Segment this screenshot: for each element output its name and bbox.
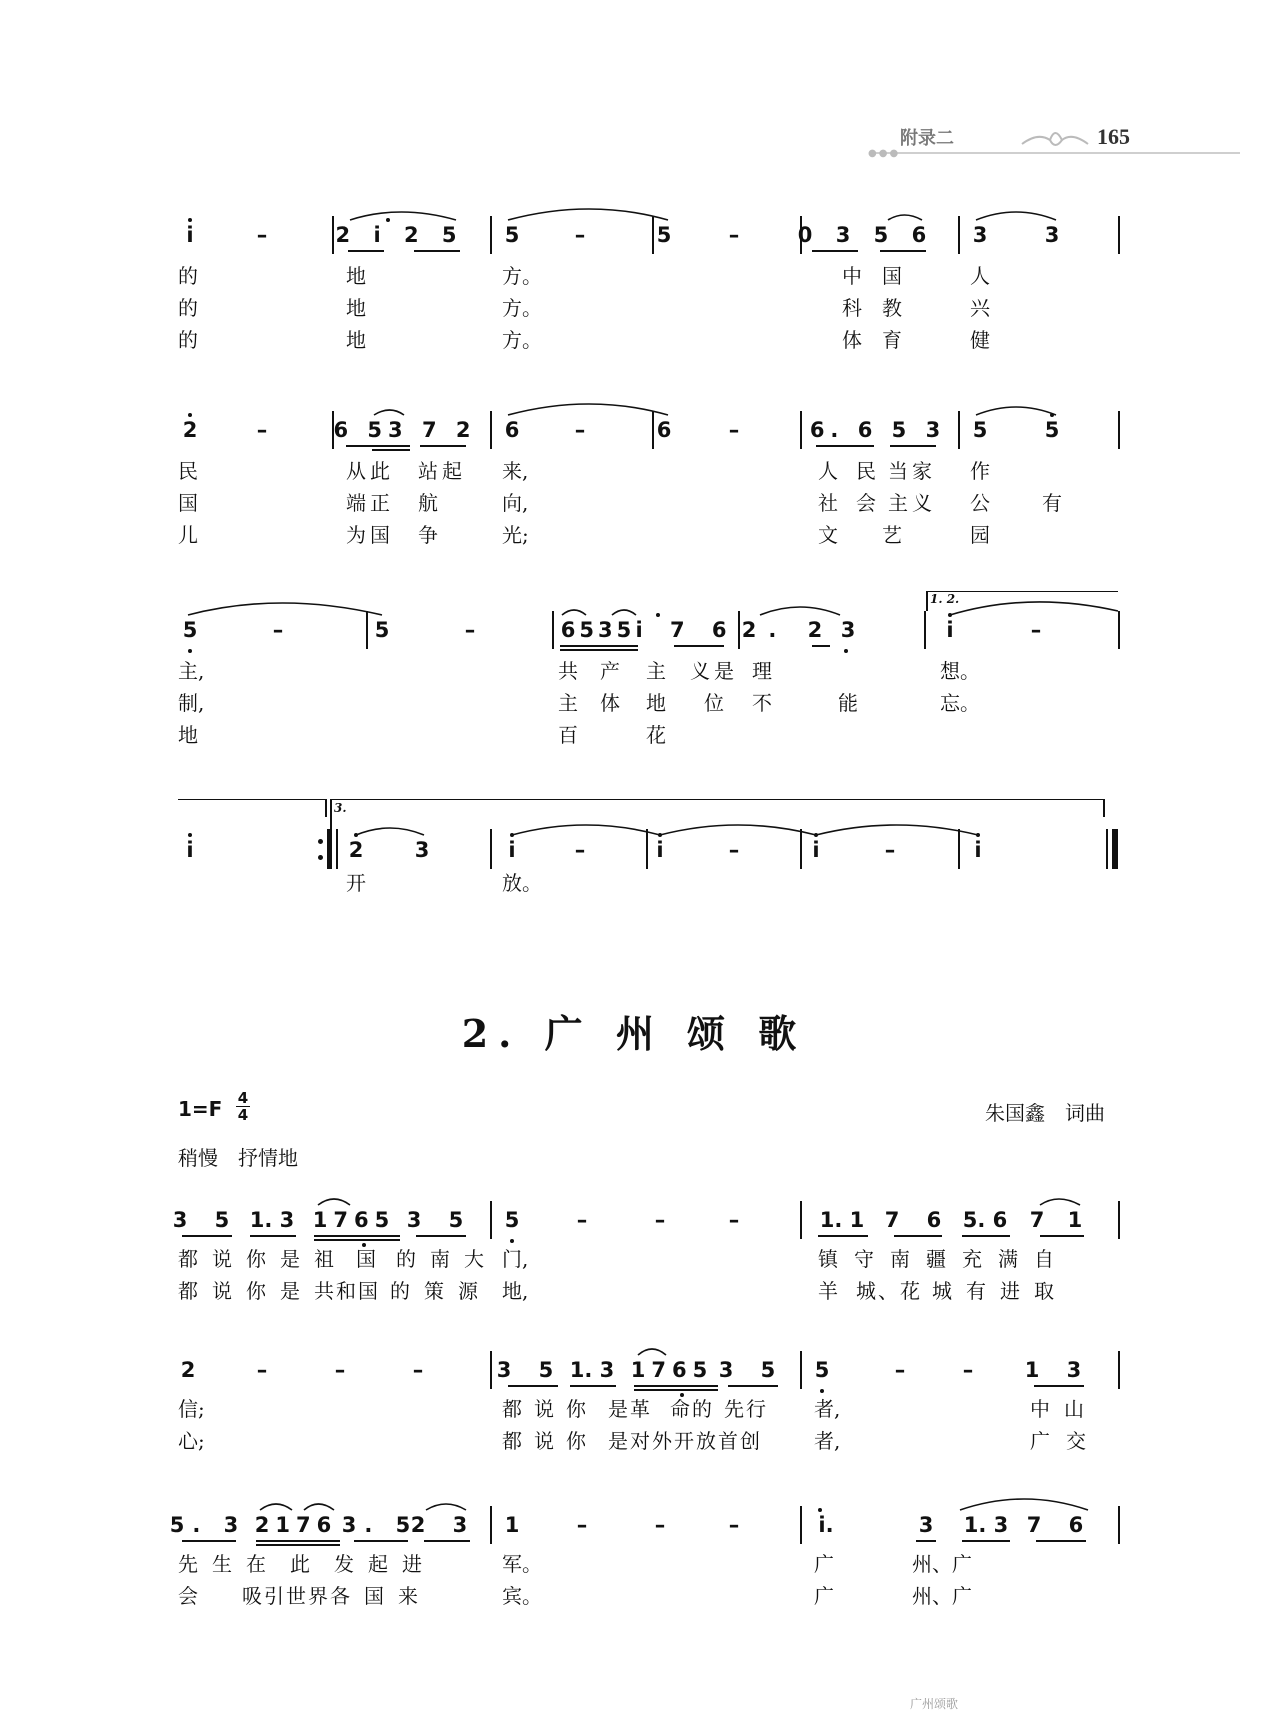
note: 2 <box>180 1358 196 1382</box>
volta-label: 1. 2. <box>930 592 960 606</box>
note: 7 6 <box>1026 1513 1094 1537</box>
lyric: 社 <box>818 491 838 515</box>
note: – <box>1030 618 1042 642</box>
lyric-line <box>502 1425 772 1454</box>
lyric: 有 <box>966 1279 1000 1303</box>
lyric: 充 <box>962 1247 998 1271</box>
note: 6 53 7 2 <box>333 418 477 442</box>
lyric: 产 <box>600 659 620 683</box>
lyric: 体 <box>842 328 862 352</box>
lyric: 都 <box>502 1397 534 1421</box>
note: – <box>272 618 284 642</box>
note: – <box>574 418 586 442</box>
lyric: 是 <box>280 1279 314 1303</box>
lyric: 开放 <box>674 1429 718 1453</box>
lyric: 方。 <box>502 296 542 320</box>
lyric: 国 <box>364 1584 398 1608</box>
lyric: 城 <box>932 1279 966 1303</box>
lyric: 会 <box>178 1584 212 1608</box>
note: – <box>256 223 268 247</box>
lyric: 理 <box>752 659 772 683</box>
note: 5 <box>504 1208 520 1232</box>
lyric: 为国 <box>346 523 394 547</box>
lyric: 对外 <box>630 1429 674 1453</box>
lyric: 祖 <box>314 1247 348 1271</box>
lyric: 此 <box>290 1552 324 1576</box>
lyric: 来 <box>398 1584 432 1608</box>
note: i <box>186 223 194 247</box>
lyric: 者, <box>814 1397 841 1421</box>
lyric: 作 <box>970 459 990 483</box>
lyric: 在 <box>246 1552 280 1576</box>
lyric: 公 <box>970 491 990 515</box>
lyric: 主, <box>178 659 205 683</box>
lyric: 州、广 <box>912 1552 972 1576</box>
time-signature <box>236 1090 250 1123</box>
lyric: 人 <box>970 264 990 288</box>
lyric: 行 <box>746 1397 778 1421</box>
lyric: 是 <box>608 1397 630 1421</box>
note: i <box>812 838 820 862</box>
lyric: 世界 <box>286 1584 330 1608</box>
lyric: 羊 <box>818 1279 852 1303</box>
lyric: 说 <box>534 1397 566 1421</box>
note: 1 <box>504 1513 520 1537</box>
lyric: 的 <box>178 328 198 352</box>
lyric: 都 <box>502 1429 534 1453</box>
lyric: 者, <box>814 1429 841 1453</box>
lyric: 义是 <box>690 659 738 683</box>
song2-system1 <box>0 1195 1268 1305</box>
lyric: 人 <box>818 459 838 483</box>
note: i <box>656 838 664 862</box>
lyric-line <box>178 1243 498 1272</box>
note: – <box>412 1358 424 1382</box>
lyric: 主 <box>646 659 666 683</box>
lyric: 宾。 <box>502 1584 542 1608</box>
lyric: 广 <box>814 1552 834 1576</box>
note: – <box>464 618 476 642</box>
note: – <box>576 1513 588 1537</box>
lyric: 说 <box>212 1279 246 1303</box>
lyric: 艺 <box>882 523 902 547</box>
note: 2. 2 <box>741 618 835 642</box>
note: i 7 6 <box>635 618 737 642</box>
lyric-line <box>502 1393 778 1422</box>
lyric: 光; <box>502 523 529 547</box>
lyric: 地, <box>502 1279 529 1303</box>
lyric: 山 <box>1064 1397 1084 1421</box>
lyric: 位 <box>704 691 724 715</box>
note: 6 <box>504 418 520 442</box>
lyric: 进 <box>1000 1279 1034 1303</box>
lyric: 广 <box>1030 1429 1066 1453</box>
note: – <box>894 1358 906 1382</box>
lyric: 源 <box>458 1279 492 1303</box>
tempo-marking: 稍慢 抒情地 <box>178 1146 298 1170</box>
section-label: 附录二 <box>900 128 954 149</box>
ornament-icon <box>1020 122 1090 154</box>
note: 7 1 <box>1029 1208 1091 1232</box>
lyric: 国 <box>356 1247 390 1271</box>
note: – <box>256 418 268 442</box>
note: – <box>334 1358 346 1382</box>
note: – <box>654 1208 666 1232</box>
lyric-line <box>818 1275 1068 1304</box>
song1-system4 <box>0 801 1268 905</box>
note: 3. 5 <box>341 1513 419 1537</box>
lyric: 民 <box>856 459 876 483</box>
note: i <box>508 838 516 862</box>
note: – <box>962 1358 974 1382</box>
lyric: 不 <box>752 691 772 715</box>
lyric: 门, <box>502 1247 529 1271</box>
note: 1 3 <box>1024 1358 1092 1382</box>
lyric: 首 <box>718 1429 740 1453</box>
note: 3 <box>1044 223 1060 247</box>
note: – <box>728 1208 740 1232</box>
note: 3 5 <box>496 1358 564 1382</box>
lyric: 方。 <box>502 264 542 288</box>
lyric: 你 <box>246 1247 280 1271</box>
lyric: 信; <box>178 1397 205 1421</box>
lyric: 起 <box>368 1552 402 1576</box>
lyric: 创 <box>740 1429 772 1453</box>
lyric: 自 <box>1034 1247 1070 1271</box>
lyric: 从此 <box>346 459 394 483</box>
lyric: 先 <box>178 1552 212 1576</box>
lyric: 忘。 <box>940 691 980 715</box>
note: – <box>574 223 586 247</box>
lyric: 镇 <box>818 1247 854 1271</box>
note: 5. 6 <box>962 1208 1008 1232</box>
lyric: 是 <box>280 1247 314 1271</box>
lyric: 南 <box>430 1247 464 1271</box>
note: 6535 <box>560 618 636 642</box>
note: 6 <box>656 418 672 442</box>
lyric: 的 <box>390 1279 424 1303</box>
author: 朱国鑫 词曲 <box>985 1101 1105 1125</box>
lyric-line <box>178 1580 432 1609</box>
note: i <box>186 838 194 862</box>
note: 1765 <box>630 1358 714 1382</box>
lyric: 主义 <box>888 491 936 515</box>
note: 5 <box>374 618 390 642</box>
lyric: 州、广 <box>912 1584 972 1608</box>
song-title: 2. 广 州 颂 歌 <box>461 1011 807 1056</box>
lyric: 地 <box>346 264 366 288</box>
lyric: 儿 <box>178 523 198 547</box>
lyric: 大 <box>464 1247 498 1271</box>
lyric-line <box>818 1243 1070 1272</box>
note: 2 i 2 5 <box>335 223 465 247</box>
lyric: 制, <box>178 691 205 715</box>
lyric: 想。 <box>940 659 980 683</box>
lyric: 满 <box>998 1247 1034 1271</box>
lyric: 地 <box>346 296 366 320</box>
lyric: 地 <box>346 328 366 352</box>
note: – <box>728 1513 740 1537</box>
lyric: 会 <box>856 491 876 515</box>
note: 3 5 <box>406 1208 474 1232</box>
lyric: 来, <box>502 459 529 483</box>
lyric: 科 <box>842 296 862 320</box>
lyric: 的 <box>178 264 198 288</box>
header-rule <box>870 152 1240 154</box>
lyric: 取 <box>1034 1279 1068 1303</box>
note: 0 3 5 6 <box>797 223 935 247</box>
lyric: 国 <box>882 264 902 288</box>
header-dots: ●●● <box>868 148 901 159</box>
lyric: 向, <box>502 491 529 515</box>
lyric: 端正 <box>346 491 394 515</box>
note: – <box>884 838 896 862</box>
lyric: 交 <box>1066 1429 1102 1453</box>
lyric: 你 <box>246 1279 280 1303</box>
note: – <box>728 418 740 442</box>
lyric: 的 <box>396 1247 430 1271</box>
song2-system3 <box>0 1500 1268 1610</box>
note: – <box>576 1208 588 1232</box>
note: 5 <box>504 223 520 247</box>
lyric: 吸引 <box>242 1584 286 1608</box>
note: 5 <box>814 1358 830 1382</box>
note: 5 <box>656 223 672 247</box>
lyric: 守 <box>854 1247 890 1271</box>
note: 5 <box>1044 418 1060 442</box>
lyric: 广 <box>814 1584 834 1608</box>
lyric: 说 <box>534 1429 566 1453</box>
note: 2 <box>182 418 198 442</box>
lyric: 体 <box>600 691 620 715</box>
lyric: 各 <box>330 1584 364 1608</box>
note: 1. 3 <box>249 1208 295 1232</box>
lyric: 共 <box>558 659 578 683</box>
key-signature: 1=F <box>178 1097 223 1121</box>
lyric: 主 <box>558 691 578 715</box>
lyric: 的 <box>692 1397 724 1421</box>
note: 3 <box>414 838 430 862</box>
note: – <box>256 1358 268 1382</box>
lyric: 疆 <box>926 1247 962 1271</box>
lyric-line <box>178 1548 436 1577</box>
volta-label: 3. <box>334 801 347 815</box>
note: 1. 3 <box>963 1513 1009 1537</box>
lyric: 地 <box>646 691 666 715</box>
note: 3 <box>972 223 988 247</box>
lyric: 军。 <box>502 1552 542 1576</box>
lyric: 方。 <box>502 328 542 352</box>
song2-system2 <box>0 1345 1268 1455</box>
lyric: 先 <box>724 1397 746 1421</box>
lyric: 有 <box>1042 491 1062 515</box>
lyric: 共和国 <box>314 1279 380 1303</box>
lyric: 南 <box>890 1247 926 1271</box>
lyric: 站起 <box>418 459 466 483</box>
note: – <box>728 838 740 862</box>
song1-system2 <box>0 405 1268 545</box>
lyric: 是 <box>608 1429 630 1453</box>
song1-system1 <box>0 210 1268 350</box>
note: 2 <box>348 838 364 862</box>
lyric: 百 <box>558 723 578 747</box>
lyric: 的 <box>178 296 198 320</box>
time-bottom: 4 <box>237 1106 249 1124</box>
note: 6. 6 5 3 <box>809 418 947 442</box>
lyric: 地 <box>178 723 198 747</box>
lyric: 你 <box>566 1397 598 1421</box>
lyric: 教 <box>882 296 902 320</box>
note: 7 6 <box>884 1208 952 1232</box>
lyric: 生 <box>212 1552 246 1576</box>
lyric: 说 <box>212 1247 246 1271</box>
note: 5 <box>972 418 988 442</box>
note: – <box>728 223 740 247</box>
lyric: 中 <box>842 264 862 288</box>
lyric: 革 <box>630 1397 662 1421</box>
note: 5 <box>182 618 198 642</box>
note: 1. 3 <box>569 1358 615 1382</box>
lyric: 园 <box>970 523 990 547</box>
note: – <box>574 838 586 862</box>
lyric: 你 <box>566 1429 598 1453</box>
lyric: 民 <box>178 459 198 483</box>
note: 3 <box>840 618 856 642</box>
lyric: 策 <box>424 1279 458 1303</box>
lyric: 放。 <box>502 871 542 895</box>
lyric: 当家 <box>888 459 936 483</box>
note: 2176 <box>254 1513 338 1537</box>
lyric: 中 <box>1030 1397 1050 1421</box>
note: – <box>654 1513 666 1537</box>
note: 1765 <box>312 1208 396 1232</box>
lyric: 航 <box>418 491 438 515</box>
lyric: 国 <box>178 491 198 515</box>
note: 3 <box>918 1513 934 1537</box>
lyric: 花 <box>646 723 666 747</box>
note: i. <box>818 1513 834 1537</box>
lyric: 城、花 <box>856 1279 922 1303</box>
note: 3 5 <box>718 1358 786 1382</box>
lyric: 兴 <box>970 296 990 320</box>
lyric: 文 <box>818 523 838 547</box>
lyric: 心; <box>178 1429 205 1453</box>
lyric-line <box>178 1275 492 1304</box>
time-top: 4 <box>237 1089 249 1107</box>
lyric: 能 <box>838 691 858 715</box>
lyric: 发 <box>334 1552 368 1576</box>
lyric: 都 <box>178 1279 212 1303</box>
note: 1. 1 <box>819 1208 865 1232</box>
page-number: 165 <box>1097 124 1130 149</box>
lyric: 都 <box>178 1247 212 1271</box>
song1-system3 <box>0 592 1268 747</box>
footer-text: 广州颂歌 <box>910 1697 959 1711</box>
lyric: 健 <box>970 328 990 352</box>
note: i <box>946 618 954 642</box>
lyric: 争 <box>418 523 438 547</box>
lyric: 命 <box>670 1397 692 1421</box>
lyric: 进 <box>402 1552 436 1576</box>
note: 2 3 <box>410 1513 478 1537</box>
lyric: 开 <box>346 871 366 895</box>
lyric: 育 <box>882 328 902 352</box>
note: 3 5 <box>172 1208 240 1232</box>
lyric-line <box>1030 1425 1102 1454</box>
note: 5. 3 <box>169 1513 247 1537</box>
note: i <box>974 838 982 862</box>
